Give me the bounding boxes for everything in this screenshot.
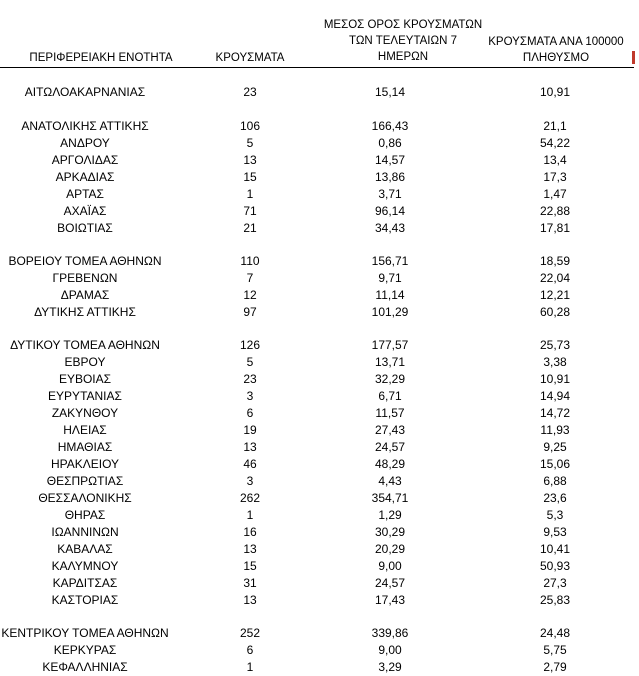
region-name-cell: ΕΥΒΟΙΑΣ <box>58 372 112 386</box>
per-100000-cell: 14,72 <box>539 406 571 420</box>
avg-7-days-cell: 24,57 <box>374 440 406 454</box>
table-row <box>0 169 639 186</box>
per-100000-cell: 10,91 <box>539 372 571 386</box>
cases-cell: 7 <box>246 271 254 285</box>
cases-cell: 6 <box>246 406 254 420</box>
table-row <box>0 388 639 405</box>
region-name-cell: ΚΕΝΤΡΙΚΟΥ ΤΟΜΕΑ ΑΘΗΝΩΝ <box>1 626 169 640</box>
region-name-cell: ΚΕΡΚΥΡΑΣ <box>53 643 117 657</box>
region-name-cell: ΑΝΑΤΟΛΙΚΗΣ ΑΤΤΙΚΗΣ <box>21 119 149 133</box>
cases-cell: 46 <box>243 457 257 471</box>
table-row <box>0 456 639 473</box>
header-per-line-2: ΠΛΗΘΥΣΜΟ <box>522 52 590 64</box>
table-row <box>0 118 639 135</box>
per-100000-cell: 9,53 <box>543 525 567 539</box>
avg-7-days-cell: 3,71 <box>378 187 402 201</box>
per-100000-cell: 10,91 <box>539 85 571 99</box>
region-name-cell: ΚΑΣΤΟΡΙΑΣ <box>51 593 119 607</box>
cases-cell: 31 <box>243 576 257 590</box>
avg-7-days-cell: 24,57 <box>374 576 406 590</box>
header-divider <box>0 67 634 68</box>
per-100000-cell: 1,47 <box>543 187 567 201</box>
avg-7-days-cell: 13,86 <box>374 170 406 184</box>
region-name-cell: ΔΥΤΙΚΟΥ ΤΟΜΕΑ ΑΘΗΝΩΝ <box>10 338 160 352</box>
per-100000-cell: 25,83 <box>539 593 571 607</box>
cases-cell: 3 <box>246 474 254 488</box>
cases-cell: 1 <box>246 508 254 522</box>
avg-7-days-cell: 0,86 <box>378 136 402 150</box>
per-100000-cell: 3,38 <box>543 355 567 369</box>
table-row <box>0 439 639 456</box>
region-name-cell: ΗΜΑΘΙΑΣ <box>57 440 113 454</box>
table-row <box>0 507 639 524</box>
region-name-cell: ΑΡΤΑΣ <box>66 187 104 201</box>
region-name-cell: ΓΡΕΒΕΝΩΝ <box>52 271 118 285</box>
cases-cell: 110 <box>240 254 260 268</box>
region-name-cell: ΕΥΡΥΤΑΝΙΑΣ <box>48 389 122 403</box>
per-100000-cell: 25,73 <box>539 338 571 352</box>
table-row <box>0 625 639 642</box>
region-name-cell: ΗΡΑΚΛΕΙΟΥ <box>50 457 120 471</box>
cases-cell: 126 <box>239 338 261 352</box>
per-100000-cell: 50,93 <box>539 559 571 573</box>
per-100000-cell: 2,79 <box>543 660 567 674</box>
region-name-cell: ΚΑΒΑΛΑΣ <box>57 542 113 556</box>
region-name-cell: ΘΕΣΠΡΩΤΙΑΣ <box>46 474 124 488</box>
table-row <box>0 592 639 609</box>
table-row <box>0 203 639 220</box>
avg-7-days-cell: 101,29 <box>371 305 409 319</box>
cases-cell: 71 <box>243 204 257 218</box>
region-name-cell: ΘΗΡΑΣ <box>64 508 106 522</box>
region-name-cell: ΕΒΡΟΥ <box>64 355 106 369</box>
avg-7-days-cell: 15,14 <box>374 85 406 99</box>
avg-7-days-cell: 9,00 <box>378 559 402 573</box>
table-row <box>0 642 639 659</box>
per-100000-cell: 22,88 <box>539 204 571 218</box>
avg-7-days-cell: 11,57 <box>375 406 405 420</box>
avg-7-days-cell: 177,57 <box>371 338 409 352</box>
table-row <box>0 659 639 676</box>
cases-cell: 252 <box>239 626 261 640</box>
region-name-cell: ΒΟΙΩΤΙΑΣ <box>57 221 113 235</box>
avg-7-days-cell: 3,29 <box>378 660 402 674</box>
per-100000-cell: 9,25 <box>543 440 567 454</box>
per-100000-cell: 10,41 <box>539 542 571 556</box>
cases-cell: 6 <box>246 643 254 657</box>
header-per-line-1: ΚΡΟΥΣΜΑΤΑ ΑΝΑ 100000 <box>488 36 624 48</box>
per-100000-cell: 60,28 <box>539 305 571 319</box>
table-row <box>0 304 639 321</box>
region-name-cell: ΑΡΓΟΛΙΔΑΣ <box>51 153 119 167</box>
cell-edge-marker <box>632 51 635 64</box>
avg-7-days-cell: 1,29 <box>378 508 402 522</box>
cases-cell: 19 <box>243 423 257 437</box>
cases-cell: 23 <box>243 85 257 99</box>
cases-cell: 5 <box>246 355 254 369</box>
avg-7-days-cell: 156,71 <box>371 254 409 268</box>
cases-cell: 5 <box>246 136 254 150</box>
table-row <box>0 524 639 541</box>
cases-cell: 97 <box>243 305 257 319</box>
table-row <box>0 575 639 592</box>
avg-7-days-cell: 166,43 <box>371 119 409 133</box>
cases-cell: 1 <box>246 187 254 201</box>
per-100000-cell: 17,3 <box>543 170 567 184</box>
cases-cell: 13 <box>243 542 257 556</box>
avg-7-days-cell: 14,57 <box>374 153 406 167</box>
table-row <box>0 422 639 439</box>
cases-cell: 13 <box>243 440 257 454</box>
avg-7-days-cell: 339,86 <box>371 626 409 640</box>
table-row <box>0 84 639 101</box>
table-row <box>0 220 639 237</box>
table-row <box>0 473 639 490</box>
per-100000-cell: 23,6 <box>543 491 567 505</box>
avg-7-days-cell: 32,29 <box>374 372 406 386</box>
table-row <box>0 490 639 507</box>
cases-cell: 1 <box>246 660 254 674</box>
per-100000-cell: 15,06 <box>539 457 571 471</box>
per-100000-cell: 14,94 <box>539 389 571 403</box>
avg-7-days-cell: 6,71 <box>378 389 402 403</box>
per-100000-cell: 21,1 <box>543 119 567 133</box>
per-100000-cell: 5,3 <box>546 508 564 522</box>
cases-cell: 15 <box>243 559 257 573</box>
per-100000-cell: 22,04 <box>539 271 571 285</box>
cases-cell: 12 <box>243 288 257 302</box>
per-100000-cell: 5,75 <box>543 643 567 657</box>
region-name-cell: ΚΑΡΔΙΤΣΑΣ <box>52 576 118 590</box>
avg-7-days-cell: 34,43 <box>374 221 406 235</box>
region-name-cell: ΗΛΕΙΑΣ <box>63 423 107 437</box>
region-name-cell: ΒΟΡΕΙΟΥ ΤΟΜΕΑ ΑΘΗΝΩΝ <box>8 254 162 268</box>
table-row <box>0 186 639 203</box>
table-row <box>0 287 639 304</box>
avg-7-days-cell: 30,29 <box>374 525 406 539</box>
region-name-cell: ΘΕΣΣΑΛΟΝΙΚΗΣ <box>38 491 132 505</box>
table-row <box>0 135 639 152</box>
per-100000-cell: 18,59 <box>539 254 571 268</box>
per-100000-cell: 27,3 <box>543 576 567 590</box>
region-name-cell: ΖΑΚΥΝΘΟΥ <box>51 406 119 420</box>
table-row <box>0 558 639 575</box>
region-name-cell: ΑΙΤΩΛΟΑΚΑΡΝΑΝΙΑΣ <box>24 85 146 99</box>
per-100000-cell: 24,48 <box>539 626 571 640</box>
per-100000-cell: 17,81 <box>539 221 571 235</box>
avg-7-days-cell: 48,29 <box>374 457 406 471</box>
region-name-cell: ΑΝΔΡΟΥ <box>60 136 110 150</box>
region-name-cell: ΑΧΑΪΑΣ <box>63 204 107 218</box>
avg-7-days-cell: 354,71 <box>371 491 409 505</box>
avg-7-days-cell: 20,29 <box>374 542 406 556</box>
per-100000-cell: 6,88 <box>543 474 567 488</box>
cases-cell: 15 <box>243 170 257 184</box>
cases-cell: 13 <box>243 593 257 607</box>
avg-7-days-cell: 27,43 <box>374 423 406 437</box>
header-avg-7-days <box>318 17 488 65</box>
cases-cell: 23 <box>243 372 257 386</box>
table-row <box>0 354 639 371</box>
region-name-cell: ΚΑΛΥΜΝΟΥ <box>51 559 119 573</box>
table-row <box>0 270 639 287</box>
avg-7-days-cell: 13,71 <box>374 355 406 369</box>
region-name-cell: ΔΥΤΙΚΗΣ ΑΤΤΙΚΗΣ <box>34 305 136 319</box>
cases-cell: 106 <box>239 119 261 133</box>
header-avg-line-2: ΤΩΝ ΤΕΛΕΥΤΑΙΩΝ 7 <box>349 35 457 47</box>
per-100000-cell: 11,93 <box>540 423 570 437</box>
header-avg-line-3: ΗΜΕΡΩΝ <box>377 51 429 63</box>
avg-7-days-cell: 11,14 <box>375 288 405 302</box>
cases-cell: 13 <box>243 153 257 167</box>
cases-cell: 3 <box>246 389 254 403</box>
table-row <box>0 405 639 422</box>
per-100000-cell: 12,21 <box>539 288 571 302</box>
avg-7-days-cell: 9,00 <box>378 643 402 657</box>
region-name-cell: ΚΕΦΑΛΛΗΝΙΑΣ <box>42 660 128 674</box>
cases-cell: 16 <box>243 525 257 539</box>
header-per-100000 <box>474 34 638 66</box>
per-100000-cell: 13,4 <box>543 153 567 167</box>
region-name-cell: ΔΡΑΜΑΣ <box>60 288 110 302</box>
per-100000-cell: 54,22 <box>539 136 571 150</box>
avg-7-days-cell: 17,43 <box>374 593 406 607</box>
table-row <box>0 253 639 270</box>
table-row <box>0 152 639 169</box>
header-region: ΠΕΡΙΦΕΡΕΙΑΚΗ ΕΝΟΤΗΤΑ <box>29 52 173 64</box>
header-cases: ΚΡΟΥΣΜΑΤΑ <box>215 52 285 64</box>
table-row <box>0 371 639 388</box>
avg-7-days-cell: 4,43 <box>378 474 402 488</box>
region-name-cell: ΙΩΑΝΝΙΝΩΝ <box>51 525 119 539</box>
avg-7-days-cell: 96,14 <box>374 204 406 218</box>
cases-cell: 21 <box>243 221 257 235</box>
cases-cell: 262 <box>239 491 261 505</box>
header-avg-line-1: ΜΕΣΟΣ ΟΡΟΣ ΚΡΟΥΣΜΑΤΩΝ <box>323 19 483 31</box>
table-row <box>0 541 639 558</box>
region-name-cell: ΑΡΚΑΔΙΑΣ <box>55 170 115 184</box>
avg-7-days-cell: 9,71 <box>378 271 402 285</box>
table-row <box>0 337 639 354</box>
